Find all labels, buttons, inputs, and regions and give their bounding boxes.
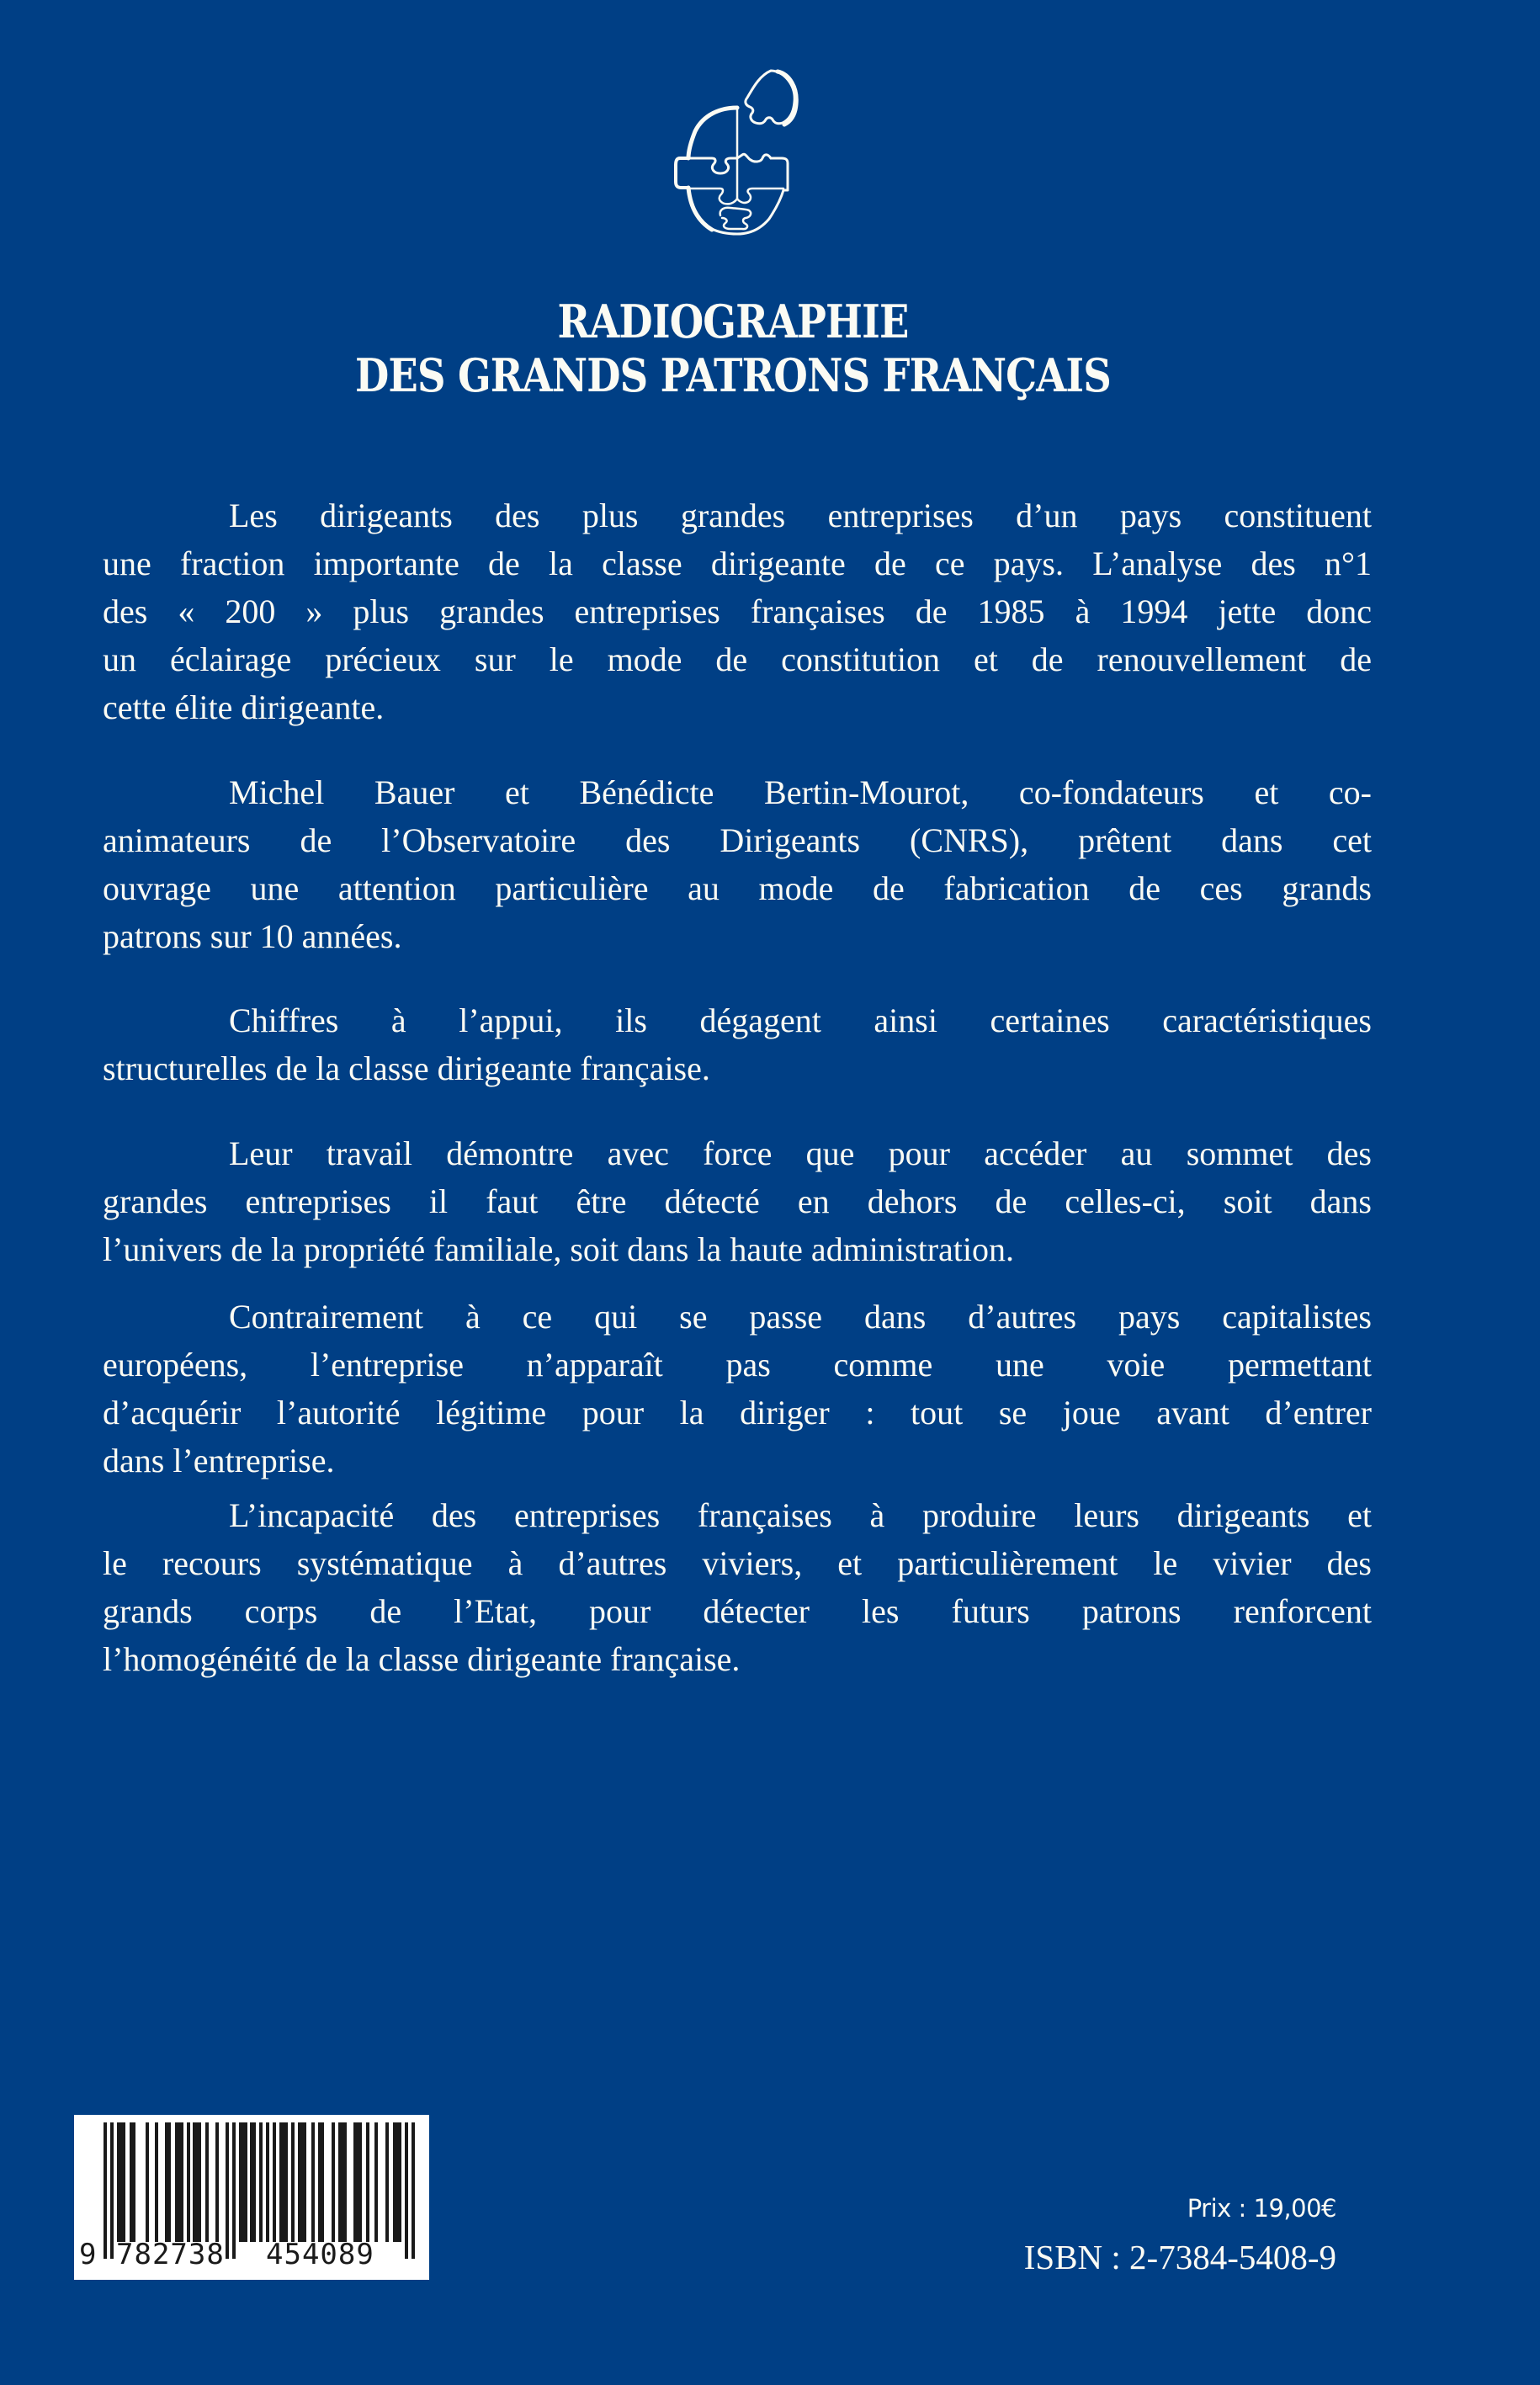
- barcode-digits-right: 454089: [266, 2238, 374, 2271]
- isbn-label: ISBN : 2-7384-5408-9: [1023, 2238, 1336, 2276]
- blurb-line: structurelles de la classe dirigeante française.: [103, 1049, 710, 1087]
- blurb-line: l’univers de la propriété familiale, soit dans la haute administration.: [103, 1230, 1015, 1268]
- blurb-line: Contrairement à ce qui se passe dans d’autres pays capitalistes: [229, 1298, 1372, 1336]
- blurb-paragraph: [103, 996, 1372, 1092]
- blurb-paragraph: [103, 1129, 1372, 1273]
- barcode-digits-left: 782738: [116, 2238, 225, 2271]
- blurb-line: le recours systématique à d’autres viviers, et particulièrement le vivier des: [103, 1544, 1372, 1582]
- blurb-line: patrons sur 10 années.: [103, 917, 402, 955]
- blurb-line: une fraction importante de la classe dirigeante de ce pays. L’analyse des n°1: [103, 544, 1372, 582]
- puzzle-face-icon: [670, 64, 805, 236]
- blurb-line: Chiffres à l’appui, ils dégagent ainsi certaines caractéristiques: [229, 1001, 1372, 1039]
- title-line-2: DES GRANDS PATRONS FRANÇAIS: [355, 348, 1111, 402]
- book-title: [0, 295, 1466, 402]
- blurb-line: L’incapacité des entreprises françaises à produire leurs dirigeants et: [229, 1496, 1372, 1534]
- blurb-paragraph: [103, 1293, 1372, 1485]
- blurb-line: Leur travail démontre avec force que pour accéder au sommet des: [229, 1134, 1372, 1172]
- blurb-line: Michel Bauer et Bénédicte Bertin-Mourot, co-fondateurs et co-: [229, 773, 1372, 811]
- blurb-line: ouvrage une attention particulière au mode de fabrication de ces grands: [103, 869, 1372, 907]
- price-label: Prix : 19,00€: [1187, 2194, 1336, 2223]
- blurb-line: d’acquérir l’autorité légitime pour la diriger : tout se joue avant d’entrer: [103, 1394, 1372, 1432]
- blurb-line: dans l’entreprise.: [103, 1442, 335, 1479]
- blurb-line: européens, l’entreprise n’apparaît pas comme une voie permettant: [103, 1346, 1372, 1384]
- blurb-line: un éclairage précieux sur le mode de constitution et de renouvellement de: [103, 640, 1372, 678]
- blurb-line: Les dirigeants des plus grandes entreprises d’un pays constituent: [229, 497, 1372, 534]
- blurb-line: grandes entreprises il faut être détecté en dehors de celles-ci, soit dans: [103, 1182, 1372, 1220]
- blurb-line: cette élite dirigeante.: [103, 688, 385, 726]
- blurb-paragraph: [103, 768, 1372, 960]
- blurb-paragraph: [103, 1491, 1372, 1683]
- blurb-line: l’homogénéité de la classe dirigeante française.: [103, 1640, 741, 1678]
- blurb-paragraph: [103, 491, 1372, 731]
- barcode-digit-first: 9: [79, 2238, 97, 2271]
- barcode-digits: [74, 2115, 429, 2280]
- blurb-line: des « 200 » plus grandes entreprises françaises de 1985 à 1994 jette donc: [103, 592, 1372, 630]
- ean-barcode: [74, 2115, 429, 2280]
- puzzle-face-logo: [670, 64, 805, 236]
- blurb-line: grands corps de l’Etat, pour détecter les futurs patrons renforcent: [103, 1592, 1372, 1630]
- title-line-1: RADIOGRAPHIE: [557, 295, 909, 348]
- blurb-line: animateurs de l’Observatoire des Dirigeants (CNRS), prêtent dans cet: [103, 821, 1372, 859]
